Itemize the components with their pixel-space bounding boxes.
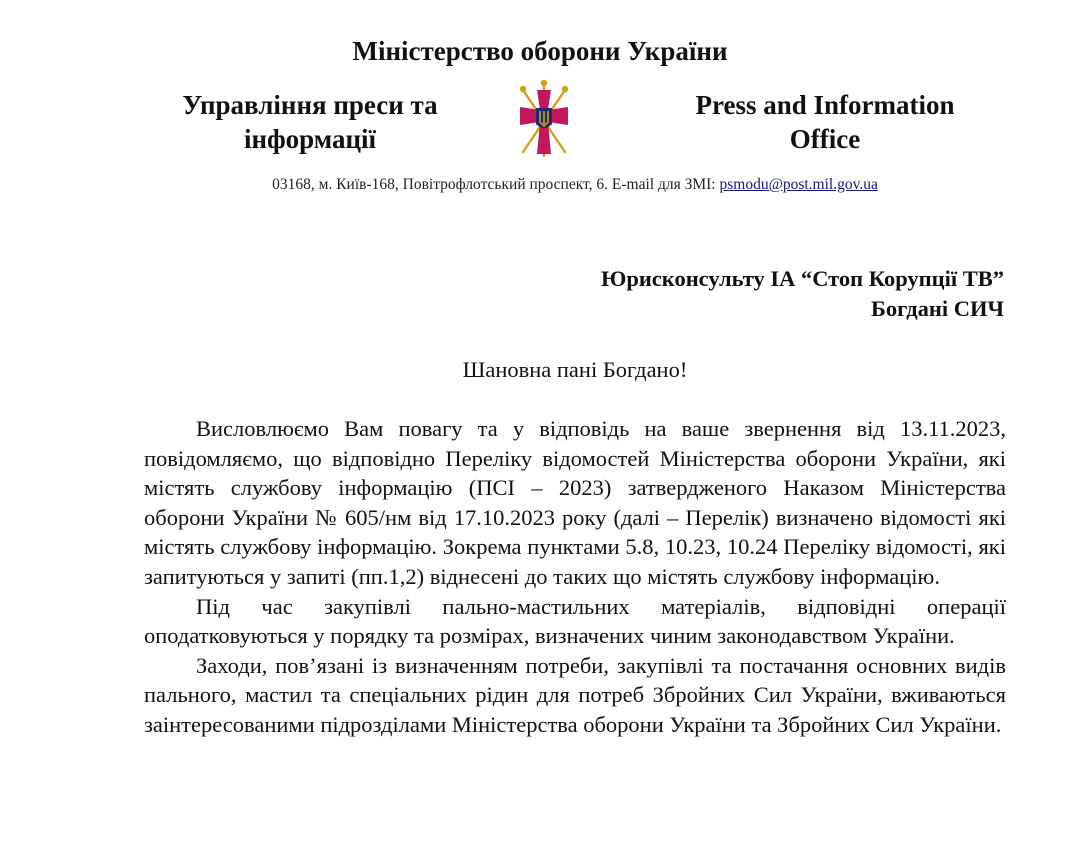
press-email-link[interactable]: psmodu@post.mil.gov.ua bbox=[719, 176, 878, 193]
recipient-block bbox=[601, 264, 1004, 324]
department-title-ua bbox=[150, 88, 470, 156]
ministry-emblem-icon bbox=[511, 80, 577, 160]
department-title-en-line2: Office bbox=[789, 124, 861, 154]
address-text: 03168, м. Київ-168, Повітрофлотський проспект, 6. E-mail для ЗМІ: bbox=[272, 176, 720, 193]
department-title-en bbox=[660, 88, 990, 156]
letter-body bbox=[144, 414, 1006, 740]
recipient-line1: Юрисконсульту ІА “Стоп Корупції ТВ” bbox=[600, 266, 1004, 291]
department-title-en-line1: Press and Information bbox=[695, 90, 955, 120]
greeting: Шановна пані Богдано! bbox=[462, 357, 688, 382]
department-title-ua-line2: інформації bbox=[243, 124, 377, 154]
paragraph: Висловлюємо Вам повагу та у відповідь на ваше звернення від 13.11.2023, повідомляємо, що відповідно Переліку відомостей Міністерства оборони України, які містять службову інформацію (ПСІ – 2023) затвердженого Наказом Міністерства оборони України № 605/нм від 17.10.2023 року (далі – Перелік) визначено відомості які містять службову інформацію. Зокрема пунктами 5.8, 10.23, 10.24 Переліку відомості, які запитуються у запиті (пп.1,2) віднесені до таких що містять службову інформацію. bbox=[144, 416, 1006, 589]
paragraph: Під час закупівлі пально-мастильних матеріалів, відповідні операції оподатковуються у порядку та розмірах, визначених чиним законодавством України. bbox=[144, 593, 1006, 649]
paragraph: Заходи, пов’язані із визначенням потреби, закупівлі та постачання основних видів пального, мастил та спеціальних рідин для потреб Збройних Сил України, вживаються заінтересованими підрозділами Міністерства оборони України та Збройних Сил України. bbox=[144, 652, 1006, 737]
ministry-title: Міністерство оборони України bbox=[352, 36, 728, 66]
recipient-line2: Богдані СИЧ bbox=[871, 296, 1004, 321]
department-title-ua-line1: Управління преси та bbox=[182, 90, 438, 120]
address-line bbox=[0, 175, 1080, 195]
